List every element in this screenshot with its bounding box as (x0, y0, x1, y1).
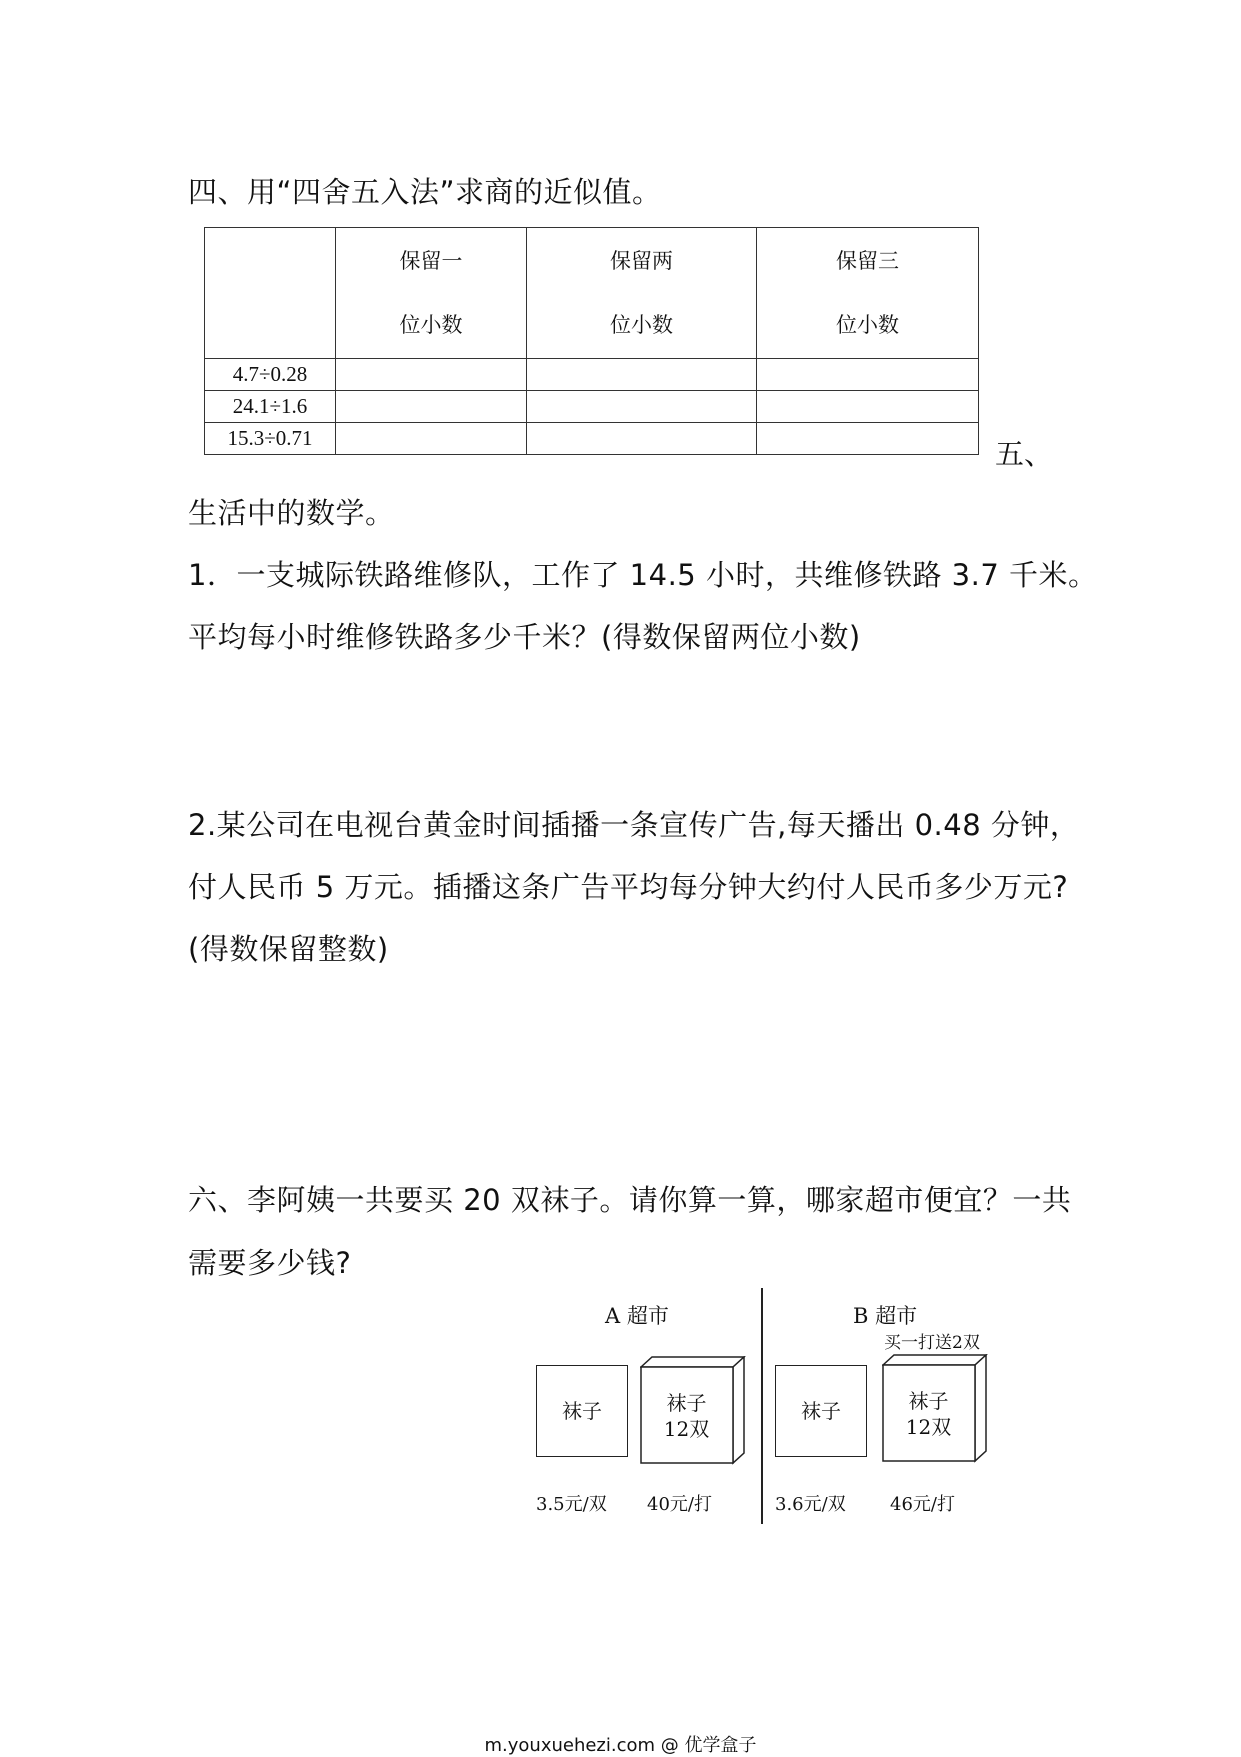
store-a-single-box: 袜子 (536, 1365, 628, 1457)
store-divider (761, 1288, 763, 1524)
store-b-pack-price: 46元/打 (890, 1494, 955, 1515)
table-row (205, 391, 979, 423)
store-b-single-price: 3.6元/双 (775, 1494, 846, 1515)
answer-cell[interactable] (527, 423, 757, 455)
question1-line1: 1．一支城际铁路维修队，工作了 14.5 小时，共维修铁路 3.7 千米。 (188, 558, 1098, 592)
answer-cell[interactable] (757, 359, 979, 391)
store-b-single-box: 袜子 (775, 1365, 867, 1457)
row-expression: 15.3÷0.71 (205, 423, 336, 455)
supermarket-illustration (530, 1288, 1010, 1528)
question1-line2: 平均每小时维修铁路多少千米？(得数保留两位小数) (188, 620, 861, 654)
header-two-decimal: 保留两 位小数 (527, 228, 757, 359)
answer-cell[interactable] (336, 391, 527, 423)
store-a-name: A 超市 (605, 1304, 669, 1328)
answer-cell[interactable] (336, 423, 527, 455)
footer-watermark: m.youxuehezi.com @ 优学盒子 (484, 1735, 757, 1756)
section6-line2: 需要多少钱? (188, 1246, 352, 1280)
table-header-row (205, 228, 979, 359)
store-b-promo: 买一打送2双 (884, 1333, 980, 1353)
table-row (205, 359, 979, 391)
store-a-pack-label: 袜子 12双 (663, 1390, 710, 1441)
row-expression: 4.7÷0.28 (205, 359, 336, 391)
store-b-name: B 超市 (853, 1304, 918, 1328)
row-expression: 24.1÷1.6 (205, 391, 336, 423)
section4-title: 四、用“四舍五入法”求商的近似值。 (188, 175, 662, 209)
answer-cell[interactable] (757, 391, 979, 423)
question2-line1: 2.某公司在电视台黄金时间插播一条宣传广告,每天播出 0.48 分钟， (188, 808, 1080, 842)
store-b-pack-label: 袜子 12双 (905, 1388, 952, 1439)
approximation-table (204, 227, 979, 455)
table-corner-cell (205, 228, 336, 359)
section6-line1: 六、李阿姨一共要买 20 双袜子。请你算一算，哪家超市便宜？一共 (188, 1183, 1072, 1217)
section5-title: 生活中的数学。 (188, 496, 395, 530)
store-a-single-price: 3.5元/双 (536, 1494, 607, 1515)
header-three-decimal: 保留三 位小数 (757, 228, 979, 359)
section5-title-prefix: 五、 (995, 437, 1054, 471)
answer-cell[interactable] (527, 359, 757, 391)
answer-cell[interactable] (757, 423, 979, 455)
table-row (205, 423, 979, 455)
answer-cell[interactable] (527, 391, 757, 423)
store-a-pack-price: 40元/打 (647, 1494, 712, 1515)
question2-line3: (得数保留整数) (188, 932, 389, 966)
header-one-decimal: 保留一 位小数 (336, 228, 527, 359)
question2-line2: 付人民币 5 万元。插播这条广告平均每分钟大约付人民币多少万元? (188, 870, 1069, 904)
answer-cell[interactable] (336, 359, 527, 391)
